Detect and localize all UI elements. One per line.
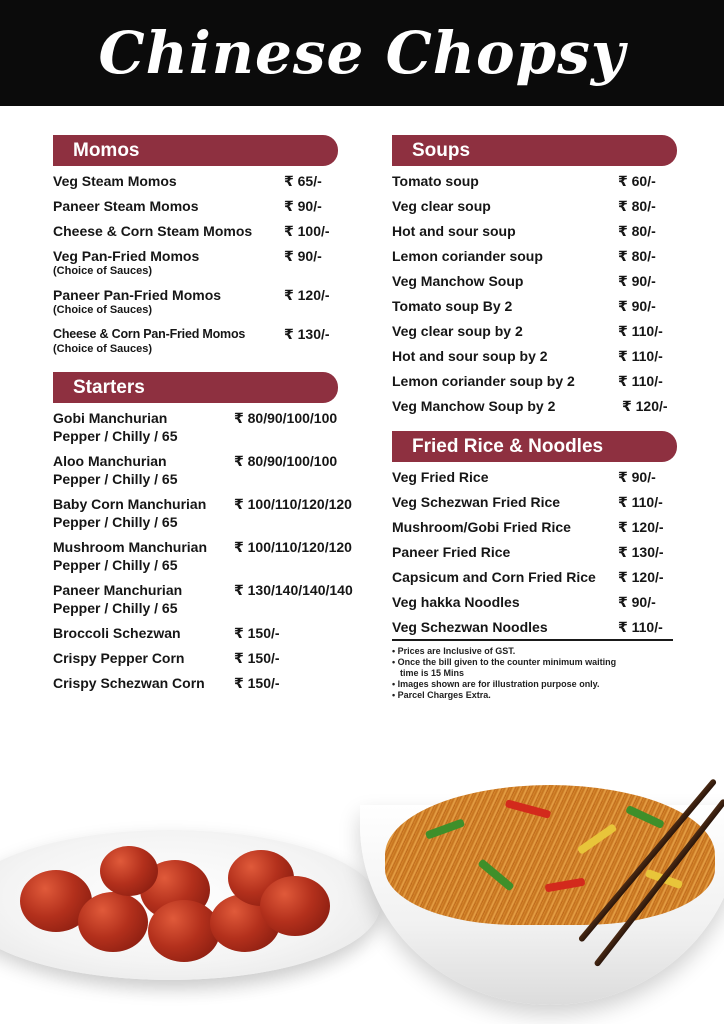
item-price: ₹ 90/- [618,273,656,289]
item-name: Veg Schezwan Fried Rice [392,494,561,510]
soups-section [392,135,677,422]
menu-item [392,322,677,347]
momos-section [53,135,365,364]
capsicum-strip [545,878,586,893]
note-item: • Parcel Charges Extra. [392,690,632,701]
noodles-image [385,785,715,925]
menu-item [392,493,677,518]
item-price: ₹ 90/- [618,298,656,314]
menu-item [53,197,365,222]
menu-item [53,581,365,624]
item-name: Tomato soup By 2 [392,298,513,314]
item-price: ₹ 130/- [284,326,330,342]
starters-section [53,372,365,699]
item-variants: Pepper / Chilly / 65 [53,428,178,444]
right-column [392,135,677,701]
momos-heading: Momos [53,135,338,166]
item-variants: Pepper / Chilly / 65 [53,514,178,530]
capsicum-strip [577,823,618,855]
manchurian-ball [78,892,148,952]
item-price: ₹ 100/- [284,223,330,239]
item-name: Veg Steam Momos [53,173,177,189]
item-name: Hot and sour soup [392,223,516,239]
item-price: ₹ 90/- [284,198,322,214]
item-name: Paneer Steam Momos [53,198,199,214]
item-price: ₹ 90/- [284,248,322,264]
item-name: Crispy Pepper Corn [53,650,185,666]
item-name: Lemon coriander soup by 2 [392,373,575,389]
item-name: Mushroom/Gobi Fried Rice [392,519,571,535]
item-name: Hot and sour soup by 2 [392,348,548,364]
item-price: ₹ 90/- [618,594,656,610]
menu-item [392,372,677,397]
item-name: Veg clear soup [392,198,491,214]
menu-item [392,618,677,643]
item-name: Baby Corn Manchurian [53,496,207,512]
item-name: Veg Schezwan Noodles [392,619,548,635]
fried-rice-noodles-heading: Fried Rice & Noodles [392,431,677,462]
menu-item [392,543,677,568]
menu-item [392,593,677,618]
momos-list [53,166,365,364]
item-variants: Pepper / Chilly / 65 [53,600,178,616]
item-name: Veg hakka Noodles [392,594,520,610]
menu-notes [392,646,677,701]
item-price: ₹ 80/- [618,248,656,264]
starters-heading: Starters [53,372,338,403]
note-item: • Once the bill given to the counter minimum waiting time is 15 Mins [392,657,632,679]
item-price: ₹ 80/90/100/100 [234,410,338,426]
item-price: ₹ 90/- [618,469,656,485]
menu-item [53,247,365,286]
menu-item [392,272,677,297]
menu-item [392,347,677,372]
item-price: ₹ 120/- [618,569,664,585]
menu-item [53,325,365,364]
menu-item [392,172,677,197]
item-name: Paneer Manchurian [53,582,183,598]
menu-item [53,538,365,581]
menu-item [392,568,677,593]
item-price: ₹ 130/140/140/140 [234,582,353,598]
soups-list [392,166,677,422]
menu-item [53,624,365,649]
item-name: Tomato soup [392,173,479,189]
manchurian-ball [260,876,330,936]
item-price: ₹ 110/- [618,619,663,635]
item-name: Capsicum and Corn Fried Rice [392,569,596,585]
item-name: Cheese & Corn Pan-Fried Momos [53,327,246,341]
menu-item [392,247,677,272]
item-price: ₹ 120/- [618,519,664,535]
manchurian-ball [148,900,220,962]
item-name: Lemon coriander soup [392,248,543,264]
menu-item [392,397,677,422]
item-price: ₹ 100/110/120/120 [234,496,352,512]
item-price: ₹ 150/- [234,625,280,641]
menu-item [53,172,365,197]
item-name: Veg Manchow Soup [392,273,524,289]
item-price: ₹ 150/- [234,650,280,666]
item-name: Broccoli Schezwan [53,625,181,641]
capsicum-strip [425,818,465,839]
item-name: Gobi Manchurian [53,410,168,426]
fried-rice-noodles-list [392,462,677,643]
item-price: ₹ 110/- [618,348,663,364]
menu-item [53,452,365,495]
item-variants: Pepper / Chilly / 65 [53,557,178,573]
item-name: Veg Pan-Fried Momos [53,248,200,264]
manchurian-ball [100,846,158,896]
item-variants: Pepper / Chilly / 65 [53,471,178,487]
item-name: Veg Fried Rice [392,469,489,485]
item-price: ₹ 120/- [622,398,668,414]
item-price: ₹ 80/- [618,223,656,239]
item-price: ₹ 120/- [284,287,330,303]
item-price: ₹ 110/- [618,494,663,510]
item-price: ₹ 100/110/120/120 [234,539,352,555]
item-name: Paneer Pan-Fried Momos [53,287,222,303]
item-price: ₹ 150/- [234,675,280,691]
menu-item [392,518,677,543]
item-name: Paneer Fried Rice [392,544,511,560]
item-price: ₹ 80/- [618,198,656,214]
item-name: Veg clear soup by 2 [392,323,523,339]
item-price: ₹ 110/- [618,323,663,339]
item-price: ₹ 110/- [618,373,663,389]
menu-item [392,222,677,247]
menu-item [53,222,365,247]
menu-header [0,0,724,106]
menu-item [392,468,677,493]
item-name: Crispy Schezwan Corn [53,675,205,691]
menu-item [53,286,365,325]
capsicum-strip [477,858,514,891]
item-name: Cheese & Corn Steam Momos [53,223,253,239]
item-price: ₹ 130/- [618,544,664,560]
item-note: (Choice of Sauces) [53,304,153,316]
item-price: ₹ 80/90/100/100 [234,453,338,469]
item-price: ₹ 65/- [284,173,322,189]
item-note: (Choice of Sauces) [53,265,153,277]
menu-item [53,409,365,452]
menu-item [392,297,677,322]
menu-item [53,495,365,538]
item-name: Mushroom Manchurian [53,539,208,555]
item-name: Veg Manchow Soup by 2 [392,398,556,414]
capsicum-strip [505,799,552,819]
menu-item [53,649,365,674]
item-name: Aloo Manchurian [53,453,167,469]
menu-item [53,674,365,699]
left-column [53,135,365,699]
capsicum-strip [625,805,665,829]
item-note: (Choice of Sauces) [53,343,153,355]
note-item: • Images shown are for illustration purpose only. [392,679,632,690]
note-item: • Prices are Inclusive of GST. [392,646,632,657]
menu-item [392,197,677,222]
fried-rice-noodles-section [392,431,677,701]
menu-title: Chinese Chopsy [98,19,626,87]
soups-heading: Soups [392,135,677,166]
item-price: ₹ 60/- [618,173,656,189]
starters-list [53,403,365,699]
